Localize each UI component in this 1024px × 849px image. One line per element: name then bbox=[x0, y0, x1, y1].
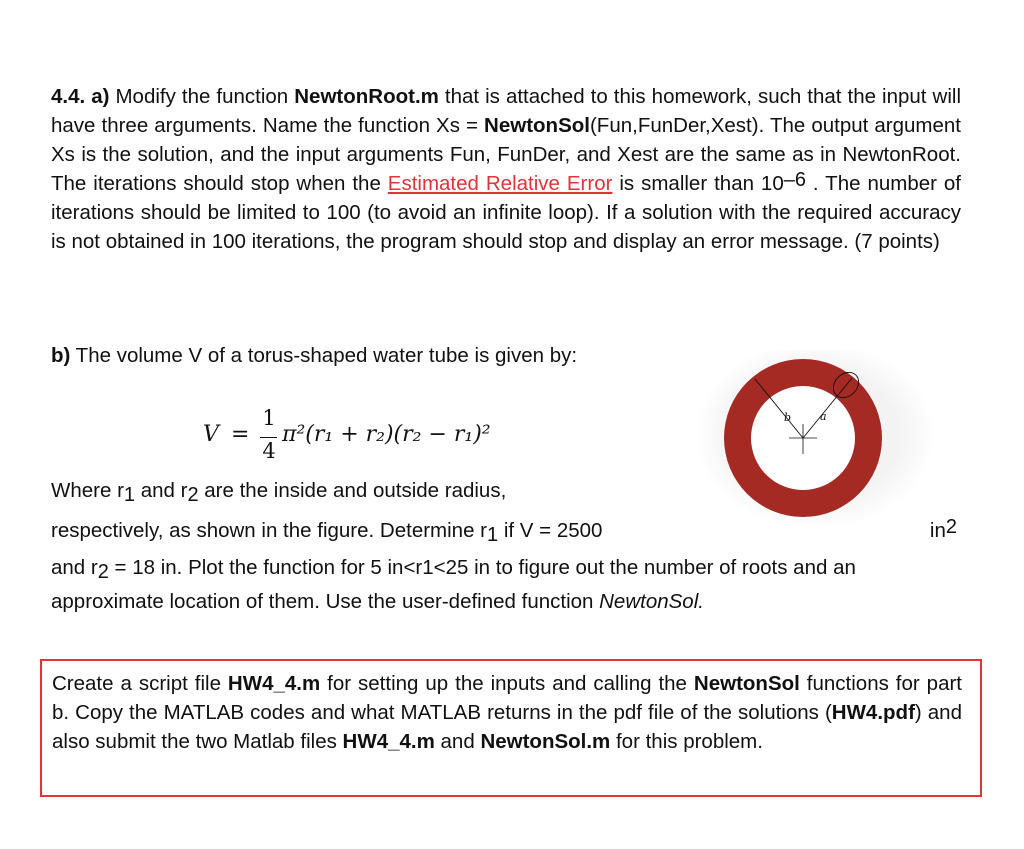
formula-lhs: V bbox=[203, 422, 219, 447]
where-line: Where $r_1$ and $r_2$ are the inside and outside radius, bbox=[51, 479, 507, 506]
formula-rest: π²(r₁ + r₂)(r₂ − r₁)² bbox=[282, 422, 491, 447]
exponent: –6 bbox=[783, 169, 806, 191]
function-name-newtonsol-task: NewtonSol bbox=[693, 672, 800, 695]
file-newtonsol: NewtonSol.m bbox=[480, 730, 611, 753]
function-name-newtonsol: NewtonSol bbox=[484, 114, 590, 137]
volume-unit: $in^2$ bbox=[929, 516, 957, 542]
torus-cross-section bbox=[700, 350, 960, 525]
formula-numerator: 1 bbox=[262, 406, 276, 430]
label-a: a bbox=[820, 410, 827, 423]
task-box bbox=[40, 659, 982, 797]
torus-volume-formula bbox=[203, 408, 583, 470]
respectively-line: respectively, as shown in the figure. Determine $r_1$ if V = 2500 $in^2$ bbox=[51, 516, 957, 546]
fraction-bar bbox=[260, 437, 277, 438]
file-hw4-4-second: HW4_4.m bbox=[342, 730, 435, 753]
function-name-newtonroot: NewtonRoot.m bbox=[294, 85, 439, 108]
task-text: Create a script file HW4_4.m for setting up the inputs and calling the NewtonSol functions for part b. Copy the MATLAB codes and what MATLAB returns in the pdf file of the solutions (HW4.pdf) and also submit the two Matlab files HW4_4.m and NewtonSol.m for this problem. bbox=[52, 672, 962, 753]
label-b: b bbox=[784, 411, 792, 424]
part-a-paragraph: 4.4. a) Modify the function NewtonRoot.m that is attached to this homework, such that the input will have three arguments. Name the function Xs = NewtonSol(Fun,FunDer,Xest). The output argument Xs is the solution, and the input arguments Fun, FunDer, and Xest are the same as in NewtonRoot. The iterations should stop when the Estimated Relative Error is smaller than $10^{-6}$ . The number of iterations should be limited to 100 (to avoid an infinite loop). If a solution with the required accuracy is not obtained in 100 iterations, the program should stop and display an error message. (7 points) bbox=[51, 85, 961, 253]
file-hw4-pdf: HW4.pdf bbox=[831, 701, 915, 724]
file-hw4-4: HW4_4.m bbox=[227, 672, 321, 695]
formula-equals: = bbox=[231, 422, 250, 447]
problem-number: 4.4. a) bbox=[51, 85, 110, 108]
formula-denominator: 4 bbox=[262, 439, 276, 463]
part-b-tail: and $r_2 = 18$ in. Plot the function for 5 in<r1<25 in to figure out the number of roots and an approximate location of them. Use the user-defined function NewtonSol. bbox=[51, 556, 856, 613]
estimated-relative-error-link[interactable]: Estimated Relative Error bbox=[387, 172, 613, 195]
part-b-intro: b) The volume V of a torus-shaped water tube is given by: bbox=[51, 344, 578, 367]
part-b-label: b) bbox=[51, 344, 71, 367]
torus-figure bbox=[700, 350, 960, 525]
function-name-newtonsol-italic: NewtonSol. bbox=[599, 590, 704, 613]
